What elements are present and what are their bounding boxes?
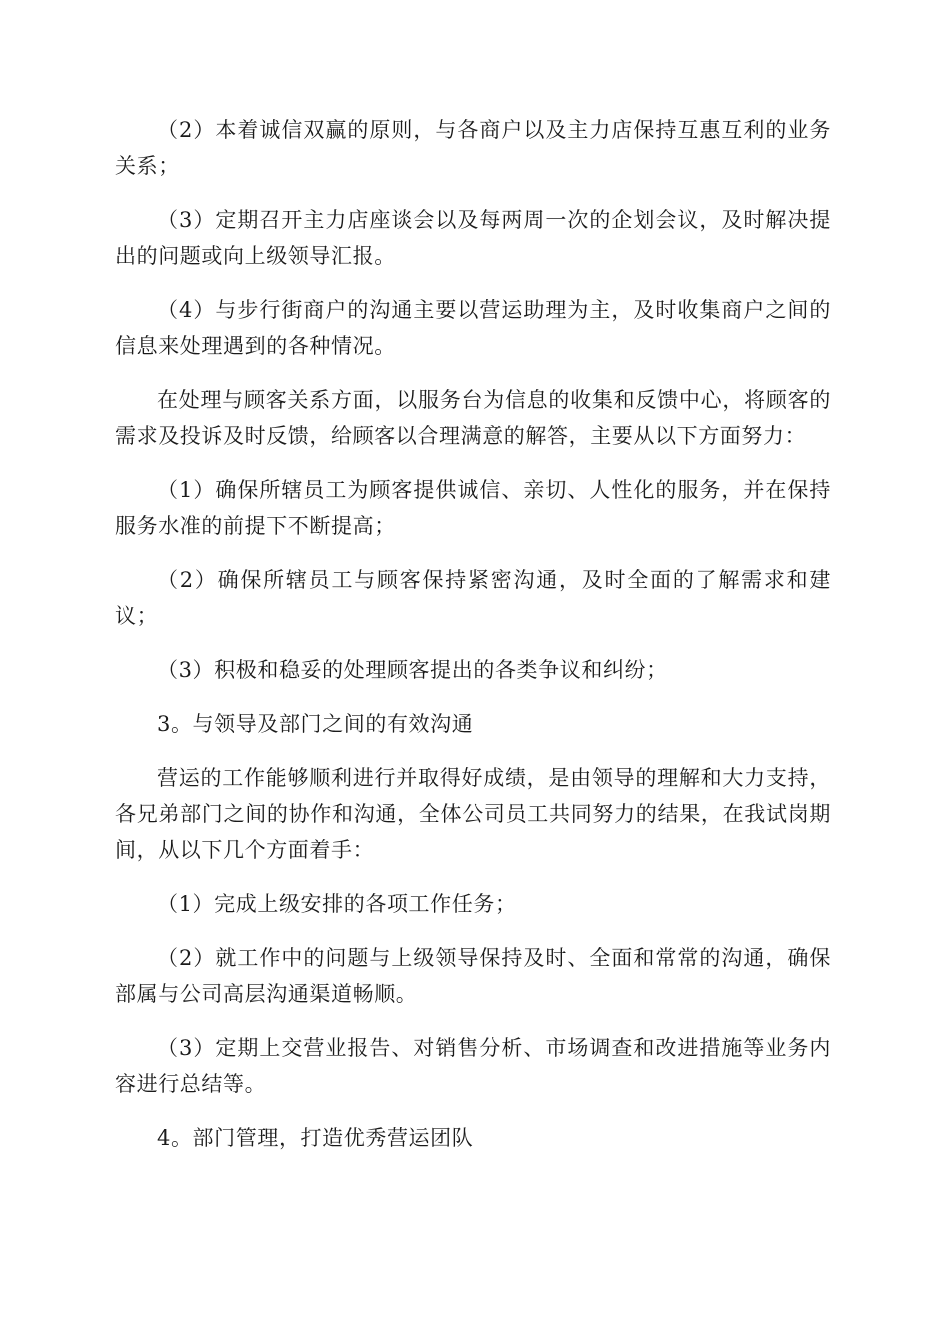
paragraph-customer-communication: （2）确保所辖员工与顾客保持紧密沟通，及时全面的了解需求和建议； — [115, 568, 831, 628]
paragraph-reports: （3）定期上交营业报告、对销售分析、市场调查和改进措施等业务内容进行总结等。 — [115, 1036, 831, 1096]
paragraph-teamwork: 营运的工作能够顺利进行并取得好成绩，是由领导的理解和大力支持，各兄弟部门之间的协作和沟通，全体公司员工共同努力的结果，在我试岗期间，从以下几个方面着手： — [115, 766, 831, 862]
paragraph-meetings: （3）定期召开主力店座谈会以及每两周一次的企划会议，及时解决提出的问题或向上级领导汇报。 — [115, 208, 831, 268]
section-heading-leadership-communication: 3。与领导及部门之间的有效沟通 — [157, 712, 474, 736]
paragraph-street-merchants: （4）与步行街商户的沟通主要以营运助理为主，及时收集商户之间的信息来处理遇到的各种情况。 — [115, 298, 831, 358]
paragraph-customer-relations: 在处理与顾客关系方面，以服务台为信息的收集和反馈中心，将顾客的需求及投诉及时反馈，给顾客以合理满意的解答，主要从以下方面努力： — [115, 388, 831, 448]
paragraph-tasks: （1）完成上级安排的各项工作任务； — [157, 892, 517, 916]
paragraph-service-quality: （1）确保所辖员工为顾客提供诚信、亲切、人性化的服务，并在保持服务水准的前提下不断提高； — [115, 478, 831, 538]
paragraph-dispute-handling: （3）积极和稳妥的处理顾客提出的各类争议和纠纷； — [157, 658, 668, 682]
paragraph-upward-communication: （2）就工作中的问题与上级领导保持及时、全面和常常的沟通，确保部属与公司高层沟通渠道畅顺。 — [115, 946, 831, 1006]
paragraph-merchant-relations: （2）本着诚信双赢的原则，与各商户以及主力店保持互惠互利的业务关系； — [115, 118, 831, 178]
section-heading-department-management: 4。部门管理，打造优秀营运团队 — [157, 1126, 474, 1150]
document-body — [115, 112, 831, 1174]
